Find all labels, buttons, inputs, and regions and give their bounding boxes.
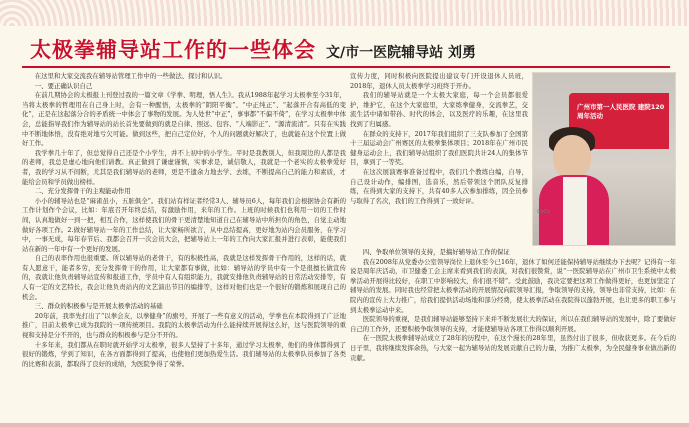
title-underline [22,66,670,68]
decorative-footer-band [0,423,689,427]
paragraph: 在群众的支持下，2017年我们组织了三支队参加了全国第十三届运动会广州赛区的太极拳集体项目；2018年在广州市民健身运动会上，我们辅导站组织了我们医院共计24人的集体节目，拿到了一等奖。 [350,129,528,167]
article-header [30,28,670,64]
paragraph: 小小的辅导站也是“麻雀虽小，五脏俱全”。我们站有样证者经常3人、辅导员6人，每年我们会根据协会有新的工作计划作个会议，比如：年底召开年终总结，有激励作用，来年的工作。上班的时候我们也利用一切的工作时间，认真地做好一到一把，相互合作，这样使我们的骨干更清楚地知道自己在辅导站中所担负的角色，自觉主动地做好各项工作。2.做好辅导站一年的工作总结，让大家畅所欲言，从中总结提高，更好地为站内会员服务，在学习中，一事无成，每年春节后、我都会召开一次会员大会，把辅导站上一年的工作向大家汇报并进行表彰，能使我们站在新的一年中有一个更好的发展。 [22,196,346,253]
person-head [553,135,591,179]
left-column [22,72,346,422]
article-title: 太极拳辅导站工作的一些体会 [30,38,316,62]
paragraph: 医院领导的重视，是我们辅导站能够坚持下来并不断发展壮大的保证，所以在我们辅导站的发展中，除了要做好自己的工作外，还要积极争取领导的支持，才能使辅导站各项工作得以顺利开展。 [350,315,676,333]
photo-caption-text: CoCo [537,209,551,215]
section-heading: 三、群众的积极参与是开展太极拳活动的基础 [34,302,163,311]
paragraph: 在前几期协会的太极报上刊登过我的一篇文章《学拳、明理，悟人生》。我从1988年起学习太极拳至今31年，当将太极拳的哲理用在自己身上时，会有一种醒悟，太极拳的“阴阳平衡”、“中正纯正”、“起落开合有高低的变化”，正是在这起落分合的矛盾统一中体会了事物的发展。为人处世“中正”，事事都“不偏不倚”，在学习太极拳中体会，总能指导我们作为辅导站的站长首先要做到的就是自律、照远、包容、“人端影正”、“源清流清”。只有在实践中不断地体悟，没有绝对地亏欠可能。做到这些，把自己定位好，个人的问题就好解决了，也就能在这个位置上做好工作。 [22,91,346,148]
section-heading: 一、要正确认识自己 [34,81,93,90]
section-heading: 二、充分发挥骨干的主观能动作用 [34,187,131,196]
paragraph: 20年前，我率先打出了“以拳会友，以拳健身”的旗号，开展了一些有意义的活动，学拳也在本院得到了广泛地推广，目前太极拳已成为我院的一项传统项目。我院的太极拳活动为什么能持续开展得这么好，这与医院领导的重视和支持是分不开的，也与群众的积极参与是分不开的。 [22,311,346,340]
article-byline: 文/市一医院辅导站 刘勇 [326,45,476,61]
section-heading: 四、争取单位领导的支持，是搞好辅导站工作的保证 [362,248,510,256]
person-vest [563,177,587,246]
right-bottom-column [350,248,676,424]
banner-text: 广州市第一人民医院 建院120周年活动 [577,103,665,120]
paragraph: 在这次展演赛事准备过程中，我们几个教练白编，自导，自己设计动作，编排图，选音乐，然后带领这个团队反复排练，在得到大家的支持下，共有40多人次参加排练，因全员参与取得了名次，我们的工作得到了一致好评。 [350,167,528,205]
right-top-column [350,72,528,262]
paragraph: 自己的表率作用也很重要。所以辅导站的老骨干，有的积极性高，我就是这样发挥骨干作用的，这样的话，就有人愿意干，能者多劳，充分发挥骨干的作用，让大家都有事做，比如：辅导站的学员中有一个是很擅长做宣传的，我就让他负责辅导站宣传和报道工作，学员中有人有组织能力，我就安排他负责辅导站的日常活动安排等，有人有一定的文艺特长，我会让他负责站内的文艺演出节目的编排等，这样对他们也是一个很好的锻炼和展现自己的机会。 [22,254,346,301]
paragraph: 在一医院太极拳辅导站成立了28年的历程中，在这个漫长的28年里，虽然付出了很多，但收获更多。在今后的日子里，我将继续发挥余热，与大家一起为辅导站的发展贡献自己的力量，为推广太极拳，为全民健身事业做出新的贡献。 [350,334,676,362]
decorative-wave-band [0,0,689,26]
paragraph: 宣传力度，同时积极向医院提出建议专门开设退休人员班，2018年，退休人员太极拳学习班终于开办。 [350,72,528,90]
paragraph: 在这里和大家交流我在辅导站管理工作中的一些做法、探讨和认识。 [34,72,227,80]
paragraph: 我学拳几十年了，但总觉得自己还是个小学生，并不上初中的小学生。平时是我教别人，但我周边的人都是我的老师，我总是虚心地向他们请教。真正做到了谦虚谨慎，实事求是，诚信敬人，我就是一个老实的太极拳爱好者，我的学习从不间断，尤其是我们辅导站的老师，更是不遗余力地去学、去练，不断提高自己的能力和素质，才能给会员和学员做出榜样。 [22,148,346,186]
paragraph: 十多年来，我们都从在职时就开始学习太极拳，很多人坚持了十多年，通过学习太极拳，他们的身体都得到了很好的锻炼，学到了知识，在各方面都得到了提高，也使他们更加热爱生活。我们辅导站的太极拳队员参加了各类的比赛和表演，都取得了良好的成绩，为医院争得了荣誉。 [22,340,346,368]
paragraph: 我在2008年从党委办公室领导岗位上退休至今已16年，退休了如何还能保持辅导站继续办下去呢？记得有一年说是周年庆活动，市卫健委工会主席来看到我们的表演，对我们很赞赏，说“一医院辅导站在广州市卫生系统中太极拳活动开展得比较好，在职工中影响较大，你们很不错”。受此鼓励，我决定要把这项工作做得更好，也更加坚定了辅导站的发展。同时我也经常把太极拳活动的开展情况向院领导汇报，争取领导的支持，领导也非常支持，比如：在院内的宣传上大力推广，给我们提供活动场地和部分经费，使太极拳活动在我院得以蓬勃开展，也让更多的职工参与到太极拳运动中来。 [350,257,676,314]
paragraph: 我们的辅导站就是一个太极大家庭，每一个会员都很爱护，维护它，在这个大家庭里，大家练拳健身，交流拳艺，交流生活中诸如带孙、时代的体会，以及医疗的乐趣，在这里我找到了归属感。 [350,91,528,128]
author-photo [532,72,676,246]
